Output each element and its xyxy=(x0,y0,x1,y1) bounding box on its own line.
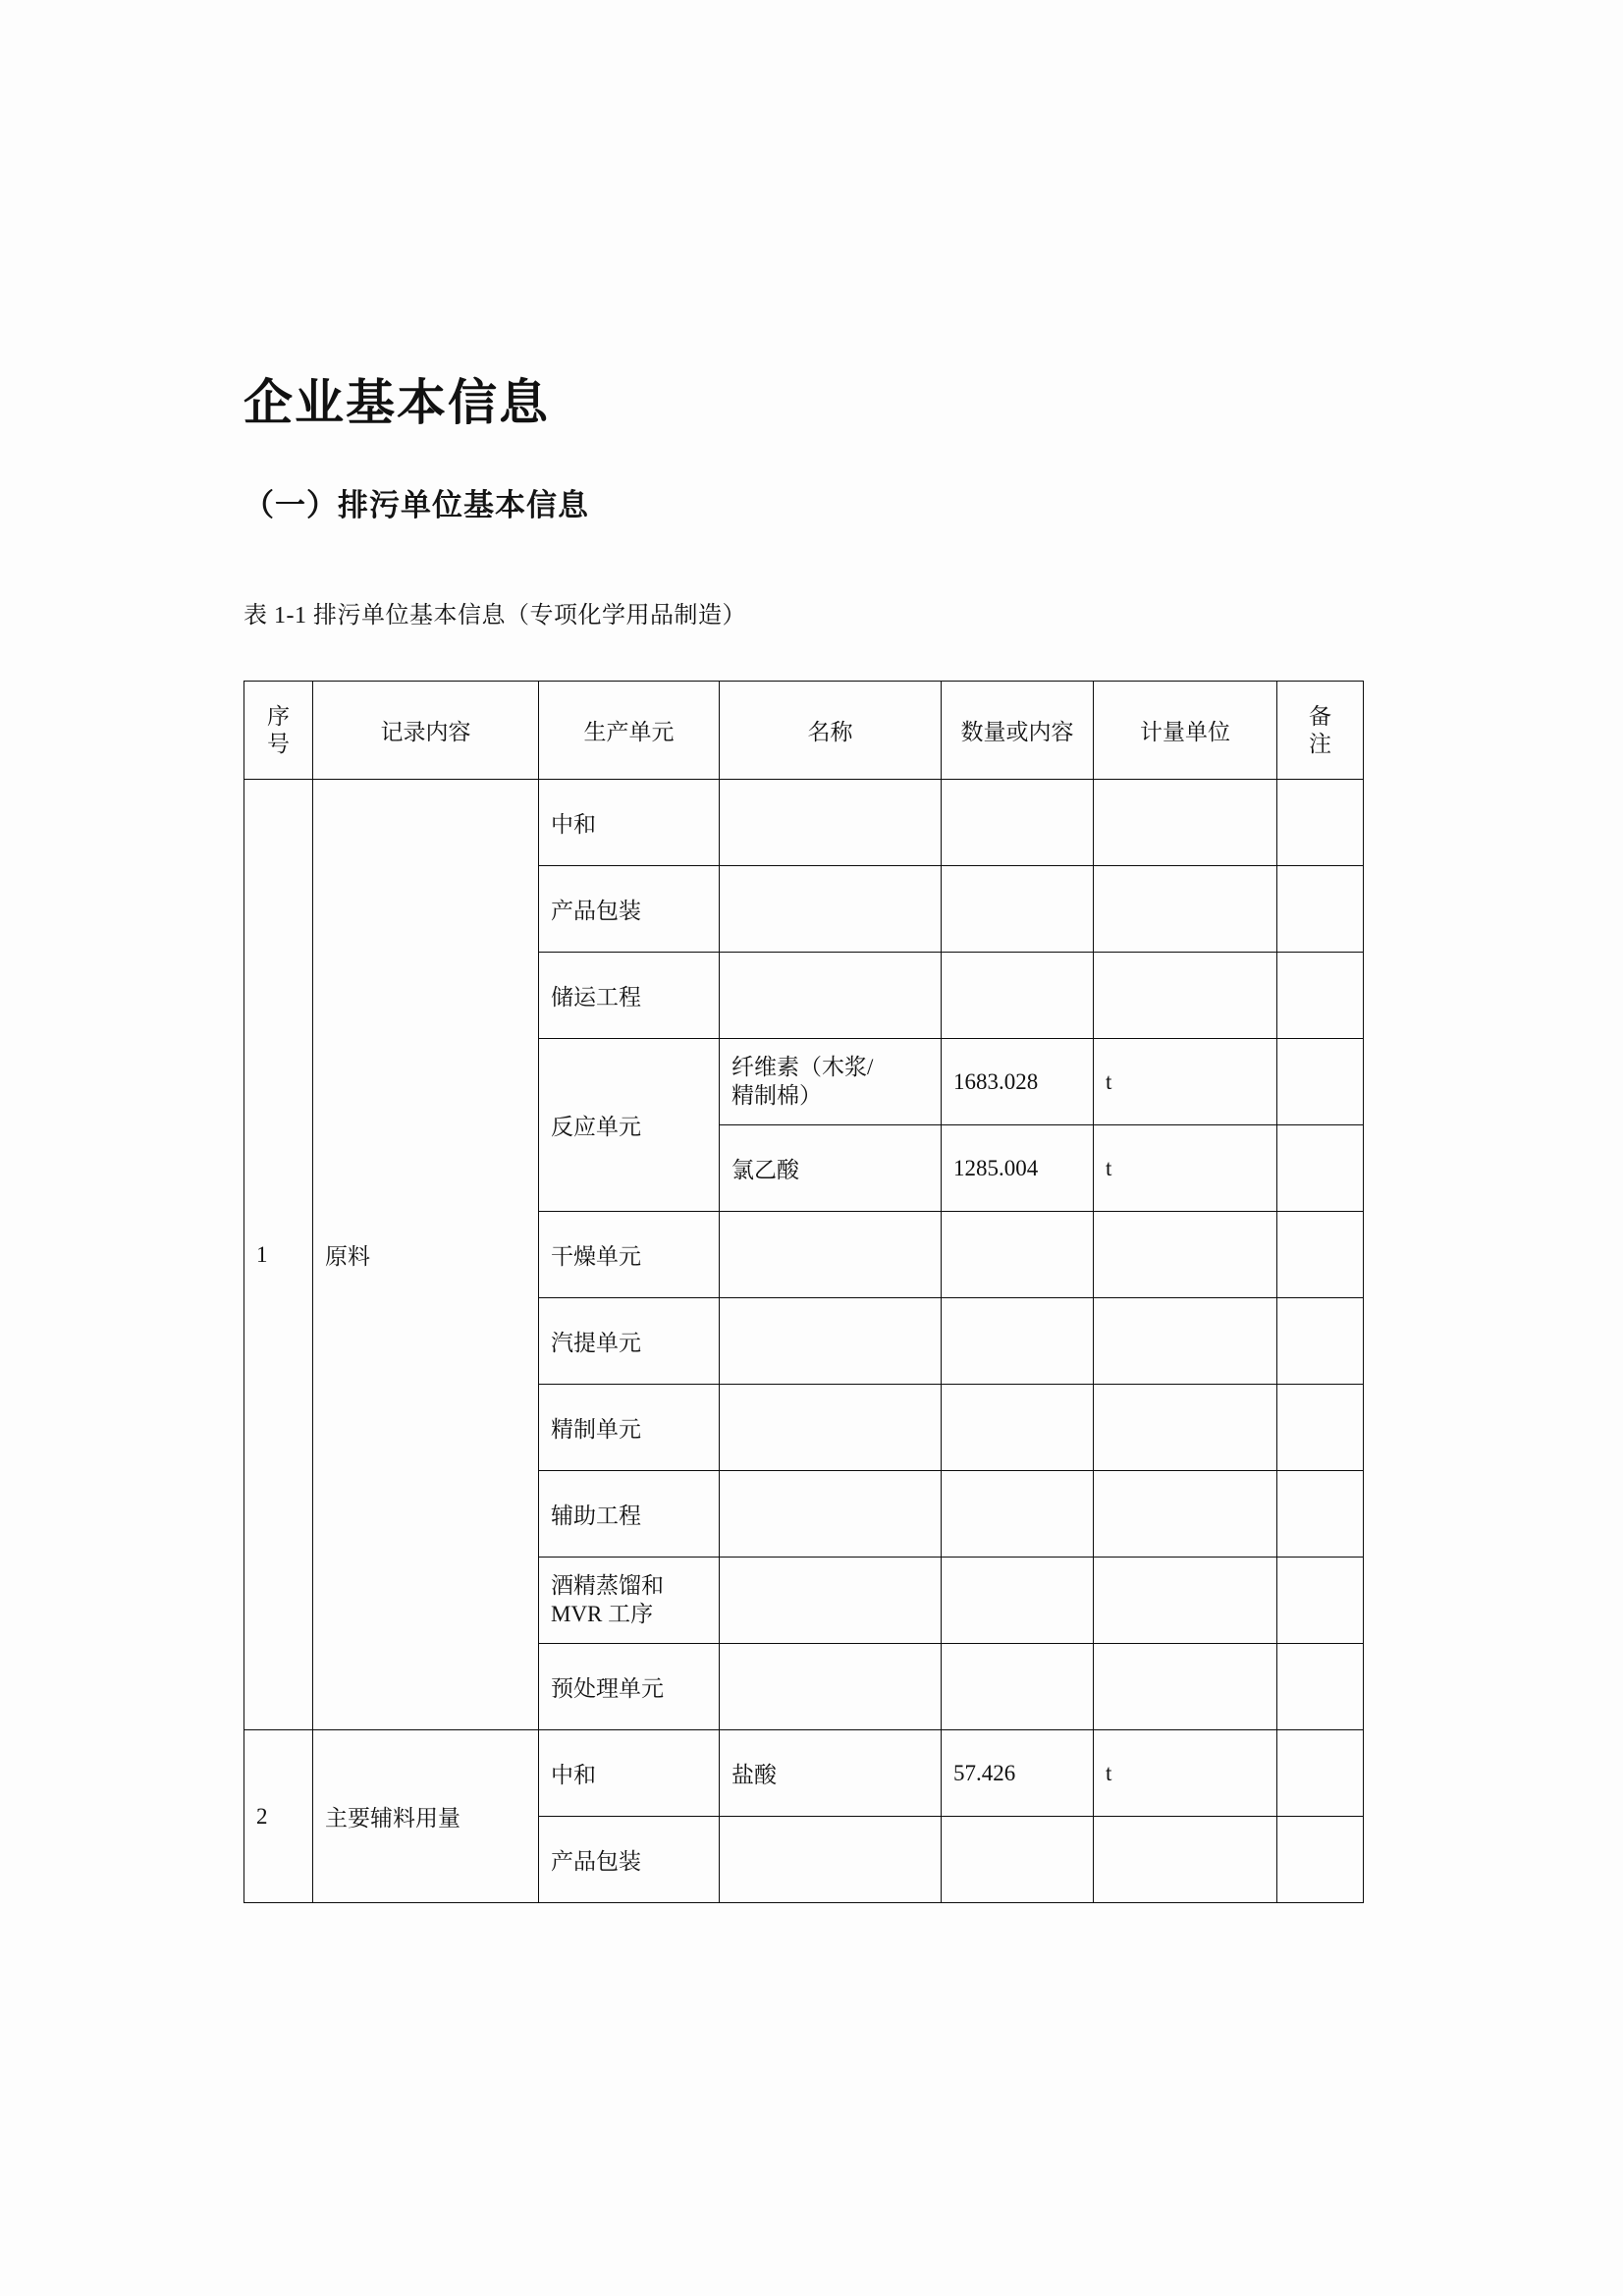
name-line1: 纤维素（木浆/ xyxy=(731,1054,874,1079)
production-unit-cell xyxy=(539,1558,720,1644)
page-title: 企业基本信息 xyxy=(243,375,550,430)
measure-cell xyxy=(1094,1385,1277,1471)
production-unit-cell: 产品包装 xyxy=(539,1817,720,1903)
production-unit-cell: 汽提单元 xyxy=(539,1298,720,1385)
note-cell xyxy=(1277,953,1364,1039)
note-cell xyxy=(1277,1298,1364,1385)
name-cell xyxy=(720,1558,942,1644)
header-note xyxy=(1277,682,1364,780)
production-unit-cell: 干燥单元 xyxy=(539,1212,720,1298)
quantity-cell xyxy=(942,953,1094,1039)
name-cell xyxy=(720,1212,942,1298)
header-index-line2: 号 xyxy=(267,731,290,756)
header-production-unit: 生产单元 xyxy=(539,682,720,780)
production-unit-cell: 储运工程 xyxy=(539,953,720,1039)
quantity-cell: 1683.028 xyxy=(942,1039,1094,1125)
quantity-cell xyxy=(942,1471,1094,1558)
table-caption: 表 1-1 排污单位基本信息（专项化学用品制造） xyxy=(243,603,746,629)
unit-line2: MVR 工序 xyxy=(551,1601,654,1626)
quantity-cell: 57.426 xyxy=(942,1730,1094,1817)
quantity-cell xyxy=(942,780,1094,866)
name-cell: 氯乙酸 xyxy=(720,1125,942,1212)
quantity-cell xyxy=(942,866,1094,953)
table-container xyxy=(243,681,1363,1903)
measure-cell: t xyxy=(1094,1125,1277,1212)
quantity-cell xyxy=(942,1212,1094,1298)
measure-cell xyxy=(1094,1471,1277,1558)
measure-cell xyxy=(1094,1817,1277,1903)
measure-cell: t xyxy=(1094,1730,1277,1817)
measure-cell xyxy=(1094,780,1277,866)
quantity-cell xyxy=(942,1385,1094,1471)
name-cell xyxy=(720,866,942,953)
header-name: 名称 xyxy=(720,682,942,780)
name-cell xyxy=(720,1471,942,1558)
quantity-cell xyxy=(942,1298,1094,1385)
table-header-row xyxy=(244,682,1364,780)
quantity-cell xyxy=(942,1644,1094,1730)
table-row xyxy=(244,1730,1364,1817)
production-unit-cell: 精制单元 xyxy=(539,1385,720,1471)
group-index: 1 xyxy=(244,780,313,1730)
note-cell xyxy=(1277,1817,1364,1903)
name-cell xyxy=(720,780,942,866)
note-cell xyxy=(1277,1039,1364,1125)
measure-cell xyxy=(1094,1298,1277,1385)
name-cell xyxy=(720,953,942,1039)
measure-cell xyxy=(1094,1212,1277,1298)
quantity-cell xyxy=(942,1558,1094,1644)
unit-line1: 酒精蒸馏和 xyxy=(551,1572,664,1598)
production-unit-cell: 中和 xyxy=(539,780,720,866)
note-cell xyxy=(1277,1471,1364,1558)
group-record-content: 主要辅料用量 xyxy=(313,1730,539,1903)
header-index-line1: 序 xyxy=(267,704,290,730)
header-note-line1: 备 xyxy=(1309,704,1331,730)
name-line2: 精制棉） xyxy=(731,1082,822,1108)
header-quantity: 数量或内容 xyxy=(942,682,1094,780)
production-unit-cell: 辅助工程 xyxy=(539,1471,720,1558)
table-row xyxy=(244,780,1364,866)
name-cell xyxy=(720,1039,942,1125)
measure-cell: t xyxy=(1094,1039,1277,1125)
name-cell xyxy=(720,1298,942,1385)
name-cell xyxy=(720,1817,942,1903)
name-cell: 盐酸 xyxy=(720,1730,942,1817)
section-subtitle: （一）排污单位基本信息 xyxy=(243,488,589,522)
note-cell xyxy=(1277,1385,1364,1471)
note-cell xyxy=(1277,1644,1364,1730)
name-cell xyxy=(720,1644,942,1730)
note-cell xyxy=(1277,866,1364,953)
quantity-cell xyxy=(942,1817,1094,1903)
name-cell xyxy=(720,1385,942,1471)
production-unit-cell: 反应单元 xyxy=(539,1039,720,1212)
note-cell xyxy=(1277,1730,1364,1817)
measure-cell xyxy=(1094,866,1277,953)
quantity-cell: 1285.004 xyxy=(942,1125,1094,1212)
header-index xyxy=(244,682,313,780)
header-record-content: 记录内容 xyxy=(313,682,539,780)
basic-info-table xyxy=(243,681,1364,1903)
group-record-content: 原料 xyxy=(313,780,539,1730)
note-cell xyxy=(1277,1212,1364,1298)
measure-cell xyxy=(1094,1558,1277,1644)
header-note-line2: 注 xyxy=(1309,731,1331,756)
production-unit-cell: 产品包装 xyxy=(539,866,720,953)
group-index: 2 xyxy=(244,1730,313,1903)
measure-cell xyxy=(1094,1644,1277,1730)
production-unit-cell: 中和 xyxy=(539,1730,720,1817)
measure-cell xyxy=(1094,953,1277,1039)
note-cell xyxy=(1277,1558,1364,1644)
header-measure-unit: 计量单位 xyxy=(1094,682,1277,780)
production-unit-cell: 预处理单元 xyxy=(539,1644,720,1730)
note-cell xyxy=(1277,780,1364,866)
note-cell xyxy=(1277,1125,1364,1212)
